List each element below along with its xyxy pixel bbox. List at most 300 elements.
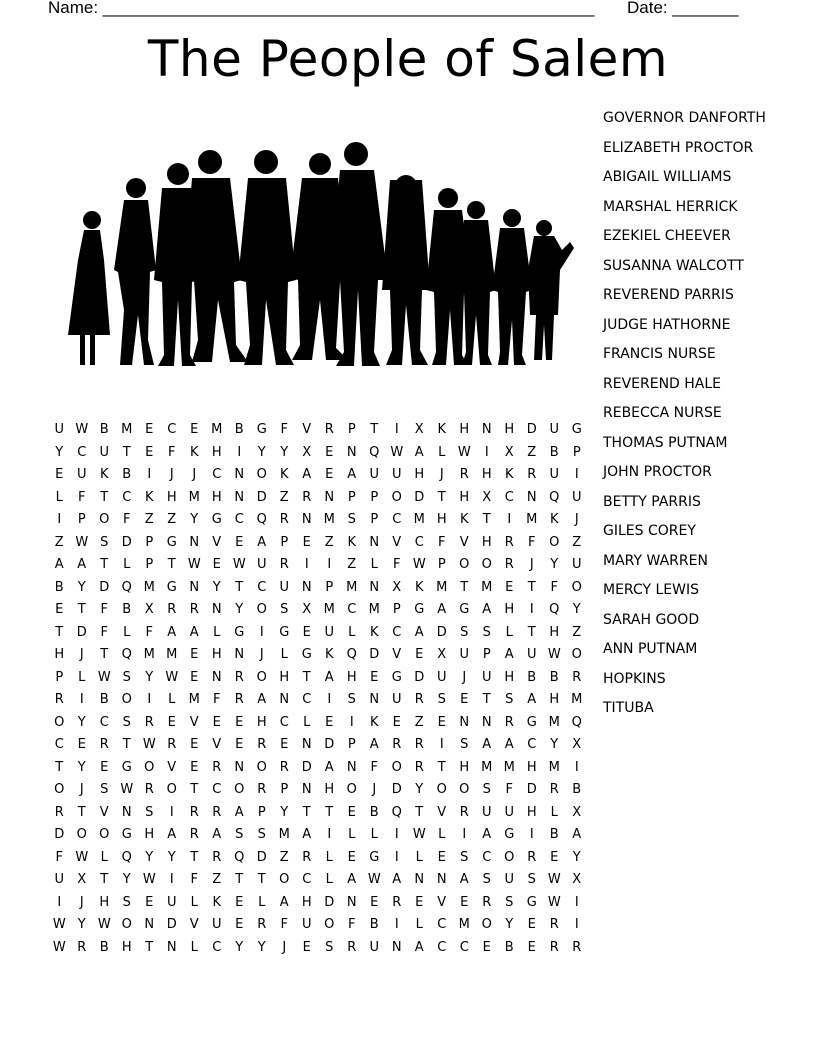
grid-letter[interactable]: A [414, 624, 424, 640]
grid-letter[interactable]: K [549, 512, 559, 527]
grid-letter[interactable]: W [97, 917, 111, 932]
grid-letter[interactable]: O [481, 557, 492, 572]
grid-letter[interactable]: L [168, 692, 176, 707]
grid-letter[interactable]: D [54, 827, 65, 842]
grid-letter[interactable]: R [189, 827, 199, 842]
grid-letter[interactable]: U [76, 467, 87, 482]
grid-letter[interactable]: M [211, 422, 223, 437]
grid-letter[interactable]: M [143, 579, 155, 595]
grid-letter[interactable]: O [99, 512, 110, 527]
grid-letter[interactable]: W [457, 444, 471, 460]
grid-letter[interactable]: C [302, 692, 312, 707]
grid-letter[interactable]: I [574, 917, 579, 932]
grid-letter[interactable]: B [369, 917, 379, 932]
grid-letter[interactable]: O [279, 872, 290, 887]
grid-letter[interactable]: T [460, 579, 469, 595]
grid-letter[interactable]: J [259, 647, 264, 662]
grid-letter[interactable]: Y [77, 714, 86, 730]
grid-letter[interactable]: J [574, 512, 579, 527]
grid-letter[interactable]: Z [572, 534, 582, 550]
grid-letter[interactable]: I [349, 714, 354, 730]
grid-letter[interactable]: R [212, 759, 222, 775]
grid-letter[interactable]: I [394, 917, 399, 932]
grid-letter[interactable]: N [144, 917, 155, 932]
grid-letter[interactable]: N [234, 759, 245, 775]
grid-letter[interactable]: Q [571, 714, 582, 730]
grid-letter[interactable]: R [414, 692, 424, 707]
grid-letter[interactable]: U [504, 804, 514, 820]
grid-letter[interactable]: X [392, 579, 402, 595]
grid-letter[interactable]: A [77, 557, 87, 572]
grid-letter[interactable]: Q [369, 444, 380, 460]
grid-letter[interactable]: L [505, 624, 513, 640]
grid-letter[interactable]: J [462, 669, 467, 685]
grid-letter[interactable]: I [394, 827, 399, 842]
grid-letter[interactable]: N [234, 489, 245, 505]
grid-letter[interactable]: A [167, 827, 177, 842]
grid-letter[interactable]: R [144, 782, 154, 797]
grid-letter[interactable]: T [100, 557, 109, 572]
grid-letter[interactable]: S [100, 782, 109, 797]
grid-letter[interactable]: N [301, 737, 312, 752]
grid-letter[interactable]: T [527, 624, 536, 640]
grid-letter[interactable]: I [237, 444, 242, 460]
grid-letter[interactable]: R [279, 759, 289, 775]
grid-letter[interactable]: T [437, 489, 446, 505]
grid-letter[interactable]: C [482, 849, 492, 865]
grid-letter[interactable]: T [437, 759, 446, 775]
grid-letter[interactable]: C [459, 939, 469, 955]
grid-letter[interactable]: R [392, 737, 402, 752]
grid-letter[interactable]: C [212, 467, 222, 482]
grid-letter[interactable]: C [527, 737, 537, 752]
grid-letter[interactable]: H [99, 894, 110, 910]
grid-letter[interactable]: D [166, 917, 177, 932]
grid-letter[interactable]: B [234, 422, 244, 437]
grid-letter[interactable]: S [460, 849, 469, 865]
grid-letter[interactable]: E [212, 714, 221, 730]
grid-letter[interactable]: R [234, 692, 244, 707]
grid-letter[interactable]: V [437, 804, 447, 820]
grid-letter[interactable]: A [189, 624, 199, 640]
grid-letter[interactable]: F [505, 782, 513, 797]
grid-letter[interactable]: L [280, 647, 288, 662]
grid-letter[interactable]: N [526, 489, 537, 505]
grid-letter[interactable]: T [190, 849, 199, 865]
grid-letter[interactable]: T [527, 579, 536, 595]
grid-letter[interactable]: V [459, 534, 469, 550]
grid-letter[interactable]: Q [256, 512, 267, 527]
grid-letter[interactable]: O [76, 827, 87, 842]
grid-letter[interactable]: Y [212, 579, 221, 595]
grid-letter[interactable]: H [481, 467, 492, 482]
grid-letter[interactable]: O [436, 782, 447, 797]
word-search-grid[interactable] [48, 419, 588, 959]
grid-letter[interactable]: R [527, 849, 537, 865]
grid-letter[interactable]: J [439, 467, 444, 482]
grid-letter[interactable]: C [99, 714, 109, 730]
grid-letter[interactable]: Z [347, 557, 357, 572]
grid-letter[interactable]: G [256, 422, 267, 437]
grid-letter[interactable]: T [257, 872, 266, 887]
grid-letter[interactable]: T [100, 872, 109, 887]
grid-letter[interactable]: G [166, 579, 177, 595]
grid-letter[interactable]: F [370, 759, 378, 775]
grid-letter[interactable]: U [481, 804, 492, 820]
grid-letter[interactable]: G [526, 894, 537, 910]
grid-letter[interactable]: Y [280, 804, 289, 820]
grid-letter[interactable]: I [327, 692, 332, 707]
grid-letter[interactable]: K [189, 444, 199, 460]
grid-letter[interactable]: G [414, 602, 425, 617]
grid-letter[interactable]: N [481, 422, 492, 437]
grid-letter[interactable]: G [571, 422, 582, 437]
grid-letter[interactable]: Y [55, 444, 64, 460]
grid-letter[interactable]: L [370, 557, 378, 572]
grid-letter[interactable]: U [211, 917, 222, 932]
grid-letter[interactable]: W [547, 872, 561, 887]
grid-letter[interactable]: Y [145, 669, 154, 685]
grid-letter[interactable]: L [100, 849, 108, 865]
grid-letter[interactable]: T [100, 647, 109, 662]
grid-letter[interactable]: W [52, 917, 66, 932]
grid-letter[interactable]: H [301, 894, 312, 910]
grid-letter[interactable]: A [347, 467, 357, 482]
grid-letter[interactable]: T [145, 939, 154, 955]
date-field[interactable]: Date: _______ [627, 0, 739, 17]
grid-letter[interactable]: L [415, 849, 423, 865]
grid-letter[interactable]: R [504, 534, 514, 550]
grid-letter[interactable]: M [143, 647, 155, 662]
grid-letter[interactable]: K [347, 534, 357, 550]
grid-letter[interactable]: B [99, 422, 109, 437]
grid-letter[interactable]: B [369, 804, 379, 820]
grid-letter[interactable]: L [325, 849, 333, 865]
grid-letter[interactable]: U [504, 872, 514, 887]
grid-letter[interactable]: Y [280, 444, 289, 460]
grid-letter[interactable]: S [325, 939, 334, 955]
grid-letter[interactable]: N [324, 489, 335, 505]
grid-letter[interactable]: O [166, 782, 177, 797]
grid-letter[interactable]: A [347, 872, 357, 887]
grid-letter[interactable]: R [482, 894, 492, 910]
grid-letter[interactable]: C [167, 422, 177, 437]
grid-letter[interactable]: U [459, 647, 469, 662]
grid-letter[interactable]: K [212, 894, 222, 910]
grid-letter[interactable]: M [278, 827, 290, 842]
grid-letter[interactable]: D [256, 849, 267, 865]
grid-letter[interactable]: P [347, 737, 356, 752]
grid-letter[interactable]: P [370, 512, 379, 527]
grid-letter[interactable]: E [235, 917, 244, 932]
grid-letter[interactable]: N [481, 714, 492, 730]
grid-letter[interactable]: R [527, 467, 537, 482]
grid-letter[interactable]: R [167, 737, 177, 752]
grid-letter[interactable]: U [549, 467, 559, 482]
grid-letter[interactable]: L [258, 894, 266, 910]
grid-letter[interactable]: O [256, 759, 267, 775]
grid-letter[interactable]: W [97, 669, 111, 685]
grid-letter[interactable]: O [54, 714, 65, 730]
grid-letter[interactable]: T [122, 737, 131, 752]
grid-letter[interactable]: L [438, 827, 446, 842]
grid-letter[interactable]: N [279, 692, 290, 707]
grid-letter[interactable]: H [459, 422, 470, 437]
grid-letter[interactable]: R [189, 602, 199, 617]
grid-letter[interactable]: U [369, 939, 379, 955]
grid-letter[interactable]: L [78, 669, 86, 685]
grid-letter[interactable]: Q [121, 579, 132, 595]
grid-letter[interactable]: R [459, 467, 469, 482]
grid-letter[interactable]: T [77, 602, 86, 617]
grid-letter[interactable]: E [347, 849, 356, 865]
grid-letter[interactable]: Y [550, 737, 559, 752]
grid-letter[interactable]: S [347, 692, 356, 707]
grid-letter[interactable]: Z [527, 444, 537, 460]
grid-letter[interactable]: G [121, 759, 132, 775]
grid-letter[interactable]: H [211, 489, 222, 505]
grid-letter[interactable]: R [54, 804, 64, 820]
grid-letter[interactable]: P [347, 422, 356, 437]
grid-letter[interactable]: S [527, 872, 536, 887]
grid-letter[interactable]: R [302, 489, 312, 505]
grid-letter[interactable]: A [234, 804, 244, 820]
grid-letter[interactable]: Z [279, 489, 289, 505]
grid-letter[interactable]: F [78, 489, 86, 505]
grid-letter[interactable]: B [549, 444, 559, 460]
grid-letter[interactable]: W [75, 422, 89, 437]
grid-letter[interactable]: A [437, 602, 447, 617]
grid-letter[interactable]: F [145, 624, 153, 640]
grid-letter[interactable]: D [391, 782, 402, 797]
grid-letter[interactable]: S [100, 534, 109, 550]
grid-letter[interactable]: E [482, 939, 491, 955]
grid-letter[interactable]: X [572, 804, 582, 820]
grid-letter[interactable]: D [414, 489, 425, 505]
grid-letter[interactable]: L [190, 939, 198, 955]
grid-letter[interactable]: G [121, 827, 132, 842]
grid-letter[interactable]: Z [414, 714, 424, 730]
grid-letter[interactable]: Y [77, 759, 86, 775]
grid-letter[interactable]: V [99, 804, 109, 820]
grid-letter[interactable]: Z [144, 512, 154, 527]
grid-letter[interactable]: E [415, 647, 424, 662]
grid-letter[interactable]: D [301, 759, 312, 775]
grid-letter[interactable]: E [302, 624, 311, 640]
grid-letter[interactable]: E [437, 714, 446, 730]
grid-letter[interactable]: H [121, 939, 132, 955]
grid-letter[interactable]: N [234, 647, 245, 662]
grid-letter[interactable]: T [325, 804, 334, 820]
grid-letter[interactable]: O [571, 647, 582, 662]
grid-letter[interactable]: G [279, 624, 290, 640]
grid-letter[interactable]: V [167, 759, 177, 775]
grid-letter[interactable]: X [572, 872, 582, 887]
grid-letter[interactable]: T [122, 444, 131, 460]
grid-letter[interactable]: H [166, 489, 177, 505]
grid-letter[interactable]: C [77, 444, 87, 460]
grid-letter[interactable]: V [302, 422, 312, 437]
grid-letter[interactable]: S [482, 872, 491, 887]
grid-letter[interactable]: B [549, 827, 559, 842]
grid-letter[interactable]: G [526, 714, 537, 730]
grid-letter[interactable]: T [235, 872, 244, 887]
grid-letter[interactable]: I [574, 467, 579, 482]
grid-letter[interactable]: Z [572, 624, 582, 640]
grid-letter[interactable]: R [234, 669, 244, 685]
grid-letter[interactable]: W [120, 782, 134, 797]
grid-letter[interactable]: R [414, 737, 424, 752]
grid-letter[interactable]: U [526, 647, 537, 662]
grid-letter[interactable]: A [459, 872, 469, 887]
grid-letter[interactable]: A [482, 602, 492, 617]
grid-letter[interactable]: J [79, 782, 84, 797]
grid-letter[interactable]: E [190, 759, 199, 775]
grid-letter[interactable]: D [99, 579, 110, 595]
grid-letter[interactable]: X [482, 489, 492, 505]
grid-letter[interactable]: B [572, 782, 582, 797]
grid-letter[interactable]: X [144, 602, 154, 617]
grid-letter[interactable]: G [166, 534, 177, 550]
grid-letter[interactable]: B [122, 602, 132, 617]
grid-letter[interactable]: K [369, 624, 379, 640]
grid-letter[interactable]: A [324, 669, 334, 685]
grid-letter[interactable]: D [76, 624, 87, 640]
grid-letter[interactable]: U [166, 894, 177, 910]
grid-letter[interactable]: G [391, 669, 402, 685]
grid-letter[interactable]: S [235, 827, 244, 842]
grid-letter[interactable]: R [212, 804, 222, 820]
grid-letter[interactable]: H [436, 512, 447, 527]
grid-letter[interactable]: S [460, 624, 469, 640]
grid-letter[interactable]: L [348, 624, 356, 640]
grid-letter[interactable]: N [121, 804, 132, 820]
grid-letter[interactable]: Z [324, 534, 334, 550]
grid-letter[interactable]: P [145, 557, 154, 572]
grid-letter[interactable]: E [212, 557, 221, 572]
grid-letter[interactable]: E [325, 467, 334, 482]
grid-letter[interactable]: M [346, 579, 358, 595]
grid-letter[interactable]: P [77, 512, 86, 527]
grid-letter[interactable]: M [188, 489, 200, 505]
grid-letter[interactable]: N [346, 444, 357, 460]
grid-letter[interactable]: R [279, 557, 289, 572]
grid-letter[interactable]: B [549, 669, 559, 685]
grid-letter[interactable]: E [527, 917, 536, 932]
grid-letter[interactable]: E [302, 939, 311, 955]
grid-letter[interactable]: N [234, 467, 245, 482]
grid-letter[interactable]: J [282, 939, 287, 955]
grid-letter[interactable]: Z [279, 849, 289, 865]
grid-letter[interactable]: J [529, 557, 534, 572]
grid-letter[interactable]: Y [572, 849, 581, 865]
grid-letter[interactable]: U [391, 692, 402, 707]
grid-letter[interactable]: R [167, 602, 177, 617]
grid-letter[interactable]: U [54, 422, 64, 437]
grid-letter[interactable]: R [99, 737, 109, 752]
grid-letter[interactable]: F [190, 872, 198, 887]
grid-letter[interactable]: U [481, 669, 492, 685]
grid-letter[interactable]: N [301, 782, 312, 797]
grid-letter[interactable]: P [437, 557, 446, 572]
grid-letter[interactable]: P [257, 804, 266, 820]
grid-letter[interactable]: I [169, 872, 174, 887]
grid-letter[interactable]: U [571, 557, 582, 572]
grid-letter[interactable]: T [482, 512, 491, 527]
grid-letter[interactable]: T [100, 489, 109, 505]
grid-letter[interactable]: I [394, 422, 399, 437]
grid-letter[interactable]: G [369, 849, 380, 865]
grid-letter[interactable]: W [412, 827, 426, 842]
grid-letter[interactable]: W [547, 894, 561, 910]
grid-letter[interactable]: M [526, 512, 538, 527]
grid-letter[interactable]: W [547, 647, 561, 662]
grid-letter[interactable]: T [235, 579, 244, 595]
grid-letter[interactable]: M [458, 917, 470, 932]
grid-letter[interactable]: R [392, 894, 402, 910]
grid-letter[interactable]: N [346, 894, 357, 910]
grid-letter[interactable]: L [438, 444, 446, 460]
grid-letter[interactable]: C [392, 624, 402, 640]
grid-letter[interactable]: G [504, 827, 515, 842]
grid-letter[interactable]: I [394, 849, 399, 865]
grid-letter[interactable]: S [505, 894, 514, 910]
grid-letter[interactable]: F [100, 602, 108, 617]
grid-letter[interactable]: P [55, 669, 64, 685]
grid-letter[interactable]: E [145, 894, 154, 910]
grid-letter[interactable]: T [167, 557, 176, 572]
grid-letter[interactable]: E [145, 444, 154, 460]
grid-letter[interactable]: H [504, 602, 515, 617]
grid-letter[interactable]: A [504, 647, 514, 662]
grid-letter[interactable]: V [437, 894, 447, 910]
grid-letter[interactable]: O [121, 917, 132, 932]
grid-letter[interactable]: Z [167, 512, 177, 527]
grid-letter[interactable]: D [526, 782, 537, 797]
grid-letter[interactable]: K [459, 512, 469, 527]
grid-letter[interactable]: Y [257, 444, 266, 460]
grid-letter[interactable]: H [526, 804, 537, 820]
grid-letter[interactable]: R [504, 557, 514, 572]
grid-letter[interactable]: V [189, 917, 199, 932]
grid-letter[interactable]: A [527, 692, 537, 707]
grid-letter[interactable]: O [324, 917, 335, 932]
grid-letter[interactable]: C [212, 939, 222, 955]
grid-letter[interactable]: L [123, 624, 131, 640]
grid-letter[interactable]: E [55, 467, 64, 482]
grid-letter[interactable]: H [346, 669, 357, 685]
grid-letter[interactable]: S [280, 602, 289, 617]
grid-letter[interactable]: I [147, 692, 152, 707]
grid-letter[interactable]: R [572, 939, 582, 955]
grid-letter[interactable]: Y [77, 917, 86, 932]
grid-letter[interactable]: C [347, 602, 357, 617]
grid-letter[interactable]: F [528, 534, 536, 550]
grid-letter[interactable]: E [527, 939, 536, 955]
grid-letter[interactable]: Q [549, 489, 560, 505]
grid-letter[interactable]: T [370, 422, 379, 437]
grid-letter[interactable]: U [54, 872, 64, 887]
grid-letter[interactable]: O [256, 602, 267, 617]
grid-letter[interactable]: R [302, 849, 312, 865]
grid-letter[interactable]: R [279, 512, 289, 527]
grid-letter[interactable]: S [122, 669, 131, 685]
grid-letter[interactable]: W [75, 534, 89, 550]
grid-letter[interactable]: R [77, 939, 87, 955]
grid-letter[interactable]: M [323, 602, 335, 617]
grid-letter[interactable]: M [436, 579, 448, 595]
grid-letter[interactable]: Y [77, 579, 86, 595]
